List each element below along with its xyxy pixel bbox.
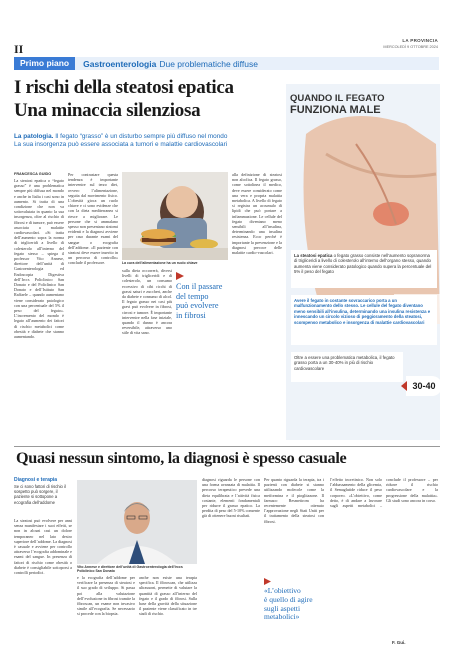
article1-col1: La steatosi epatica o “fegato grasso” è una problematica sempre più diffusa nel mondo e anche in Italia i casi sono in aumento. Si tratta di una condizione che non va sottovalutata in quanto la sua insorgenza, oltre al rischio di fibrosi e di tumore, può essere associata a malattie cardiovascolari. «Si tratta dell’aumento sopra la norma di trigliceridi a livello di colesterolo all’interno del fegato stesso – spiega il professor Vito Annese, direttore dell’unità di Gastroenterologia ed Endoscopia Digestiva dell’Irccs Policlinico San Donato e del Policlinico San Donato e dell’Istituto San Raffaele – quando aumentano viene considerato patologico con una percentuale del 5% il peso del fegato». L’incremento del mondo è legato all’aumento dei fattori di rischio metabolici come obesità e diabete che stanno aumentando. <box>14 178 64 340</box>
article2-headline: Quasi nessun sintomo, la diagnosi è spesso casuale <box>16 449 347 467</box>
quote-line3: può evolvere <box>176 301 219 311</box>
article2-col4: diagnosi riguarda le persone con una forma avanzata di malattia. Il percorso terapeutico prevede una dieta equilibrata e l’attività fisica costante, elementi fondamentali per ridurre il grasso epatico. La perdita di peso del 5-10% consente già di ottenere buoni risultati. <box>202 477 260 519</box>
sidebar-title: Diagnosi e terapia <box>14 477 58 483</box>
standfirst-kicker: La patologia. <box>14 133 54 140</box>
article2-col1: La steatosi può evolvere per anni senza manifestare i suoi effetti, se non in alcuni casi un dolore temporaneo nel lato destro superiore dell’addome. La diagnosi è casuale e avviene per controllo attraverso l’ecografia addominale e esami del sangue. In presenza di fattori di rischio come obesità o diabete è consigliabile sottoporsi a controlli periodici. <box>14 518 72 576</box>
article2-col2: e la ecografia dell’addome per verificare la presenza di steatosi e il suo grado di sviluppo. Si passa poi alla valutazione dell’evoluzione in fibrosi tramite la fibroscan, un esame non invasivo simile all’ecografia. Se necessario si procede con la biopsia. <box>77 575 135 617</box>
quote2-arrow-icon <box>264 578 271 585</box>
article1-col2: Per contrastare questa tendenza è importante intervenire sul terzo diet, ovvero l’alimentazione, seguita dal movimento fisico. L’obesità gioca un ruolo chiave e ci sono evidenze che con la dieta mediterranea si riesce a migliorare. Le persone che si ammalano spesso non presentano sintomi evidenti e la diagnosi avviene per caso durante esami del sangue o ecografia dell’addome. «Il paziente con steatosi deve essere inserito in un percorso di controllo» conclude il professore. <box>68 172 118 266</box>
quote-line2: del tempo <box>176 291 209 301</box>
article1-col4: alla definizione di steatosi non alcolica. Il fegato grasso, come sottolinea il medico, deve essere considerato come una vera e propria malattia metabolica. A livello di fegato si registra un accumulo di lipidi che può portare a infiammazione. Le cellule del fegato diventano meno sensibili all’insulina, determinando una insulina resistenza. Ecco perché è importante la prevenzione e la diagnosi precoce delle malattie cardio-vascolari. <box>232 172 282 256</box>
risk-stat <box>406 376 442 396</box>
doctor-photo <box>77 480 197 564</box>
infographic-panel1 <box>291 250 437 288</box>
sidebar-text: Se ci sono fattori di rischio il sospetto può sorgere, il paziente si sottopone a ecografia dell’addome <box>14 484 66 505</box>
article-separator <box>14 446 440 447</box>
doctor-illustration <box>77 480 197 564</box>
quote2-line1: «L’obiettivo <box>264 586 301 595</box>
standfirst-line2: La sua insorgenza può essere associata a tumori e malattie cardiovascolari <box>14 141 228 149</box>
quote-arrow-icon <box>176 272 184 280</box>
quote-line1: Con il passare <box>176 282 223 291</box>
pull-quote-2 <box>264 578 326 622</box>
issue-date: MERCOLEDÌ 9 OTTOBRE 2024 <box>383 45 438 49</box>
article1-col3b <box>176 320 228 440</box>
infographic-para1-text: o fegato grasso consiste nell’aumento sopranorma di trigliceridi a livello di colesterolo all’interno dell’organo stesso, quando aumenta viene considerato patologico quando supera la percentuale del 5% il peso del fegato <box>294 253 432 275</box>
quote2-line2: è quello di agire <box>264 594 313 604</box>
sidebar-box <box>14 477 72 511</box>
article1-col3: sulla dieta occorrerà, diversi livelli di trigliceridi e di colesterolo, un consumo eccessivo di cibi ricchi di grassi saturi e zuccheri, anche da diabete e consumo di alcol. Il fegato grasso nei casi più gravi può evolvere in fibrosi, cirrosi e tumore. È importante intervenire nella fase iniziale, quando il danno è ancora reversibile, attraverso uno stile di vita sano. <box>122 268 172 336</box>
burger-illustration <box>122 172 228 260</box>
masthead: LA PROVINCIA <box>402 38 438 43</box>
article2-col5: Per quanto riguarda la terapia, tra i pazienti con diabete si stanno utilizzando molecole come la metformina e il pioglitazone. Il farmaco Resmetirom ha recentemente ottenuto l’approvazione negli Stati Uniti per il trattamento della steatosi con fibrosi. <box>264 477 324 524</box>
standfirst <box>14 133 294 149</box>
topic-label: Gastroenterologia <box>83 58 157 69</box>
infographic-panel2: Avere il fegato in costante sovraccarico porta a un malfunzionamento dello stesso. Le cellule del fegato diventano meno sensibili all’insulina, determinando una insulina resistenza e innescando un circolo vizioso di peggioramento della steatosi, scompenso metabolico e insorgenza di malattie cardiovascolari <box>291 295 437 345</box>
article2-col6: l’effetto incretinico. Non solo l’abbassamento della glicemia, il Semaglutide riduce il peso corporeo. «L’obiettivo, come detto, è di andare a lavorare sugli aspetti metabolici – conclude il professore – per ridurre il rischio cardiovascolare e la progressione della malattia». Gli studi sono ancora in corso. <box>330 477 438 509</box>
infographic-title-line2: FUNZIONA MALE <box>290 104 381 116</box>
quote-line4: in fibrosi <box>176 310 206 320</box>
section-label: Primo piano <box>14 57 75 70</box>
byline: FRANCESCA GUIDO <box>14 172 52 176</box>
burger-photo <box>122 172 228 260</box>
quote2-line4: metabolici» <box>264 612 300 622</box>
photo-caption <box>122 261 228 265</box>
infographic-title-line1: QUANDO IL FEGATO <box>290 93 385 104</box>
quote2-line3: sugli aspetti <box>264 603 301 613</box>
pull-quote <box>176 272 228 320</box>
infographic-panel3: Oltre a essere una problematica metabolica, il fegato grasso porta a un 30-40% in più di rischio cardiovascolare <box>291 352 403 382</box>
standfirst-text: Il fegato “grasso” è un disturbo sempre più diffuso nel mondo <box>55 133 228 140</box>
photo-caption-text: La cura dell’alimentazione ha un ruolo chiave <box>122 261 198 265</box>
topic-subtitle: Due problematiche diffuse <box>159 58 258 69</box>
article2-col3: anche non esiste una terapia specifica. Il fibroscan, che utilizza ultrasuoni, permette di valutare la quantità di grasso all’interno del fegato e il grado di fibrosi. Sulla base della gravità della situazione il paziente viene classificato in tre stadi di rischio. <box>139 575 197 617</box>
author-signature: F. Gui. <box>392 640 406 645</box>
doctor-photo-caption: Vito Annese e direttore dell’unità di Gastroenterologia dell’Irccs Policlinico San Donato <box>77 565 183 574</box>
infographic-para1-bold: La steatosi epatica <box>294 253 333 258</box>
section-bar <box>14 57 439 70</box>
article1-headline-line1: I rischi della steatosi epatica <box>14 77 234 98</box>
page-number: II <box>14 42 24 56</box>
risk-stat-value: 30-40 <box>412 381 436 391</box>
article1-headline-line2: Una minaccia silenziosa <box>14 100 201 121</box>
